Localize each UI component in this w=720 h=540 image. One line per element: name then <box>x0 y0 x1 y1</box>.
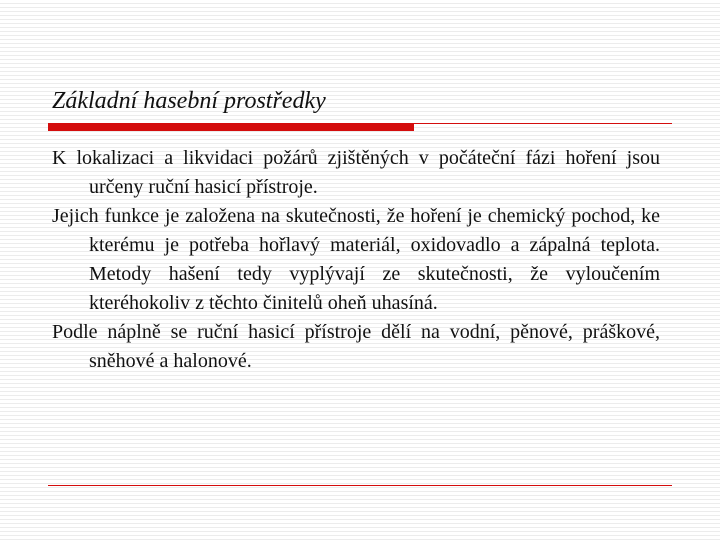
slide-title: Základní hasební prostředky <box>52 88 326 114</box>
paragraph-combustion-principle: Jejich funkce je založena na skutečnosti, že hoření je chemický pochod, ke kterému je potřeba hořlavý materiál, oxidovadlo a zápalná teplota. Metody hašení tedy vyplývají ze skutečnosti, že vyloučením kteréhokoliv z těchto činitelů oheň uhasíná. <box>52 205 660 314</box>
slide-body <box>52 144 660 376</box>
paragraph-extinguisher-types: Podle náplně se ruční hasicí přístroje dělí na vodní, pěnové, práškové, sněhové a halonové. <box>52 321 660 372</box>
paragraph-fire-extinguishers-purpose: K lokalizaci a likvidaci požárů zjištěných v počáteční fázi hoření jsou určeny ruční hasicí přístroje. <box>52 147 660 198</box>
title-underline-accent <box>48 124 414 131</box>
footer-divider <box>48 485 672 486</box>
title-underline <box>48 122 672 131</box>
